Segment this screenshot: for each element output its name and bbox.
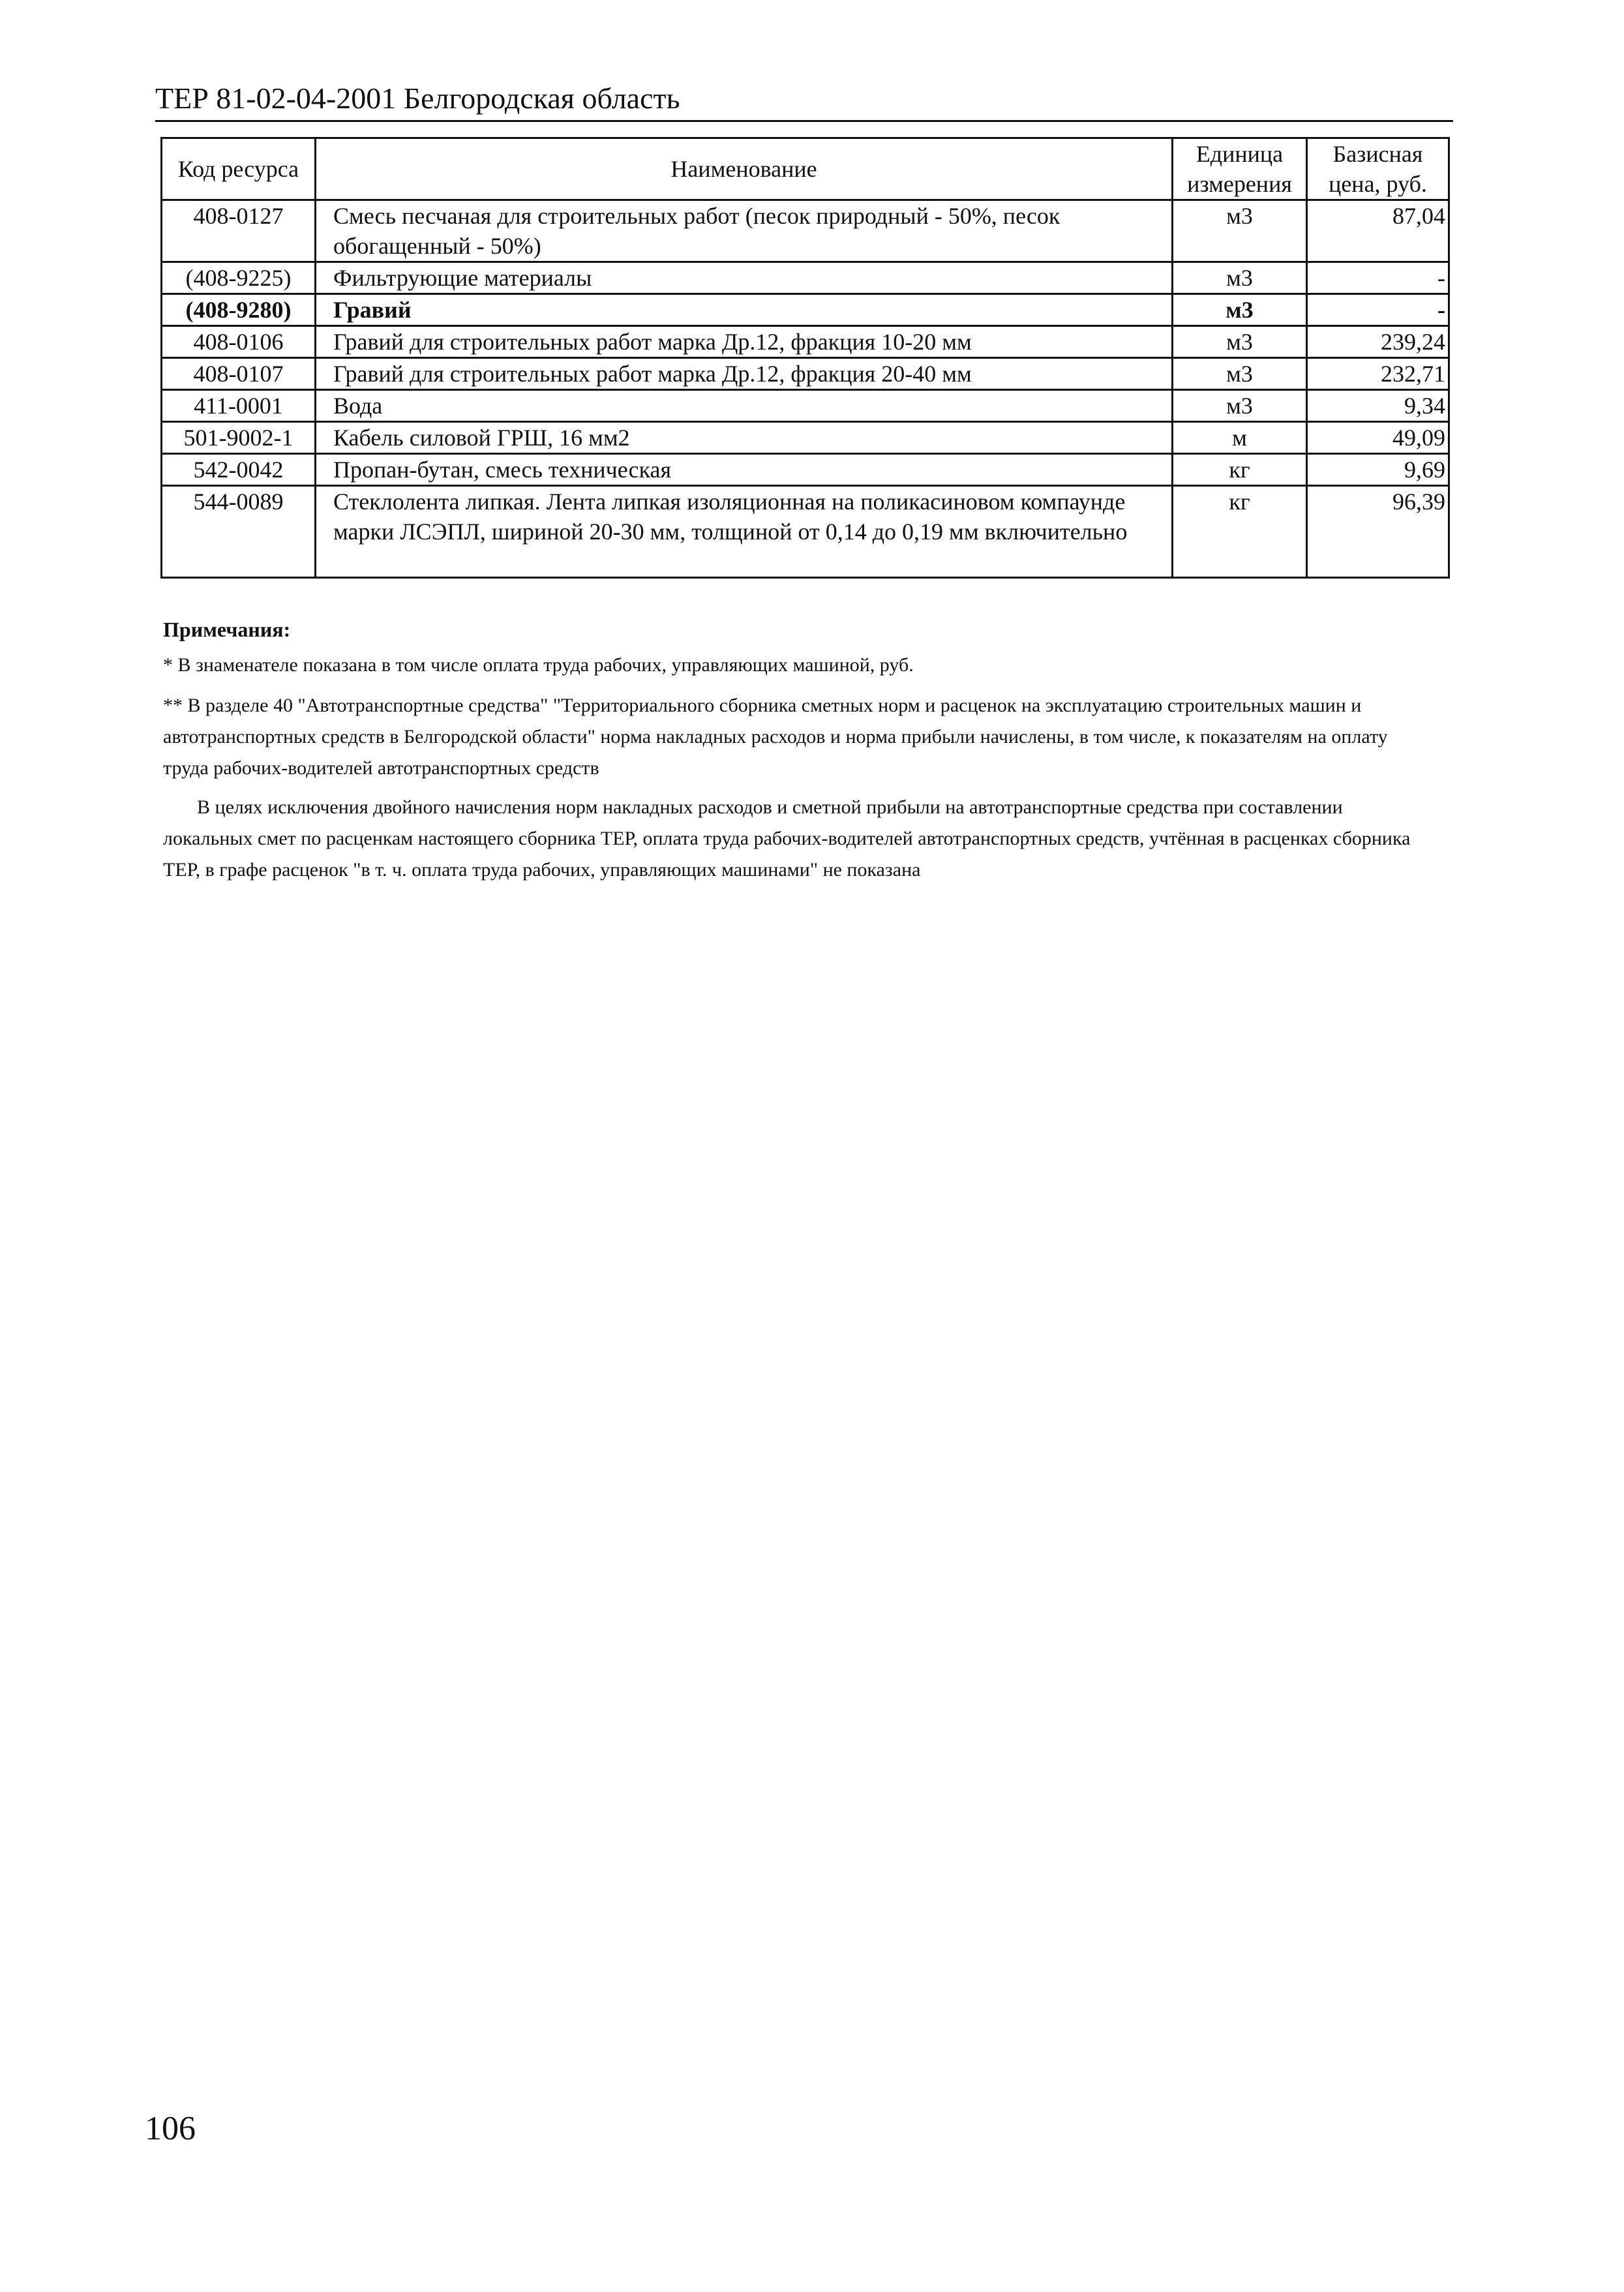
resource-code: 411-0001 bbox=[162, 390, 316, 422]
resource-name: Стеклолента липкая. Лента липкая изоляционная на поликасиновом компаунде марки ЛСЭПЛ, шириной 20-30 мм, толщиной от 0,14 до 0,19 мм включительно bbox=[316, 486, 1173, 578]
resource-unit: м3 bbox=[1173, 294, 1307, 326]
table-row bbox=[162, 454, 1449, 486]
resource-price: 239,24 bbox=[1307, 326, 1449, 358]
resource-unit: м3 bbox=[1173, 200, 1307, 262]
resource-unit: м bbox=[1173, 422, 1307, 454]
resource-unit: м3 bbox=[1173, 262, 1307, 294]
resource-code: (408-9225) bbox=[162, 262, 316, 294]
resource-name: Гравий для строительных работ марка Др.12, фракция 10-20 мм bbox=[316, 326, 1173, 358]
resource-name: Смесь песчаная для строительных работ (песок природный - 50%, песок обогащенный - 50%) bbox=[316, 200, 1173, 262]
resource-price: 232,71 bbox=[1307, 358, 1449, 390]
resource-price: 96,39 bbox=[1307, 486, 1449, 578]
resource-price: 49,09 bbox=[1307, 422, 1449, 454]
column-header-price bbox=[1307, 138, 1449, 200]
resource-name: Гравий для строительных работ марка Др.12, фракция 20-40 мм bbox=[316, 358, 1173, 390]
resource-unit: м3 bbox=[1173, 390, 1307, 422]
resource-price: - bbox=[1307, 262, 1449, 294]
resource-name: Пропан-бутан, смесь техническая bbox=[316, 454, 1173, 486]
resource-unit: кг bbox=[1173, 454, 1307, 486]
resource-price: 9,69 bbox=[1307, 454, 1449, 486]
resource-code: (408-9280) bbox=[162, 294, 316, 326]
resource-name: Гравий bbox=[316, 294, 1173, 326]
notes-title: Примечания: bbox=[163, 618, 291, 641]
table-row bbox=[162, 486, 1449, 578]
resource-price: - bbox=[1307, 294, 1449, 326]
resource-price: 87,04 bbox=[1307, 200, 1449, 262]
resource-code: 542-0042 bbox=[162, 454, 316, 486]
note-3: В целях исключения двойного начисления норм накладных расходов и сметной прибыли на автотранспортные средства при составлении локальных смет по расценкам настоящего сборника ТЕР, оплата труда рабочих-водителей автотранспортных средств, учтённая в расценках сборника ТЕР, в графе расценок "в т. ч. оплата труда рабочих, управляющих машинами" не показана bbox=[163, 796, 1411, 881]
resource-code: 408-0127 bbox=[162, 200, 316, 262]
resource-code: 544-0089 bbox=[162, 486, 316, 578]
document-title: ТЕР 81-02-04-2001 Белгородская область bbox=[155, 82, 680, 115]
resource-code: 501-9002-1 bbox=[162, 422, 316, 454]
note-2: ** В разделе 40 "Автотранспортные средства" "Территориального сборника сметных норм и расценок на эксплуатацию строительных машин и автотранспортных средств в Белгородской области" норма накладных расходов и норма прибыли начислены, в том числе, к показателям на оплату труда рабочих-водителей автотранспортных средств bbox=[163, 695, 1388, 779]
column-header-price-line1: Базисная bbox=[1332, 141, 1423, 167]
column-header-unit-line2: измерения bbox=[1187, 171, 1292, 197]
resource-name: Фильтрующие материалы bbox=[316, 262, 1173, 294]
table-row bbox=[162, 200, 1449, 262]
resource-name: Вода bbox=[316, 390, 1173, 422]
table-row bbox=[162, 262, 1449, 294]
resource-table bbox=[160, 137, 1450, 579]
resource-code: 408-0106 bbox=[162, 326, 316, 358]
table-row bbox=[162, 390, 1449, 422]
resource-name: Кабель силовой ГРШ, 16 мм2 bbox=[316, 422, 1173, 454]
column-header-name: Наименование bbox=[316, 138, 1173, 200]
note-1: * В знаменателе показана в том числе оплата труда рабочих, управляющих машиной, руб. bbox=[163, 654, 914, 676]
column-header-price-line2: цена, руб. bbox=[1329, 171, 1427, 197]
table-header-row bbox=[162, 138, 1449, 200]
table-row bbox=[162, 326, 1449, 358]
column-header-code: Код ресурса bbox=[162, 138, 316, 200]
page-number: 106 bbox=[145, 2110, 196, 2147]
table-row bbox=[162, 422, 1449, 454]
resource-price: 9,34 bbox=[1307, 390, 1449, 422]
resource-code: 408-0107 bbox=[162, 358, 316, 390]
table-row-group bbox=[162, 294, 1449, 326]
resource-unit: м3 bbox=[1173, 358, 1307, 390]
table-row bbox=[162, 358, 1449, 390]
resource-unit: м3 bbox=[1173, 326, 1307, 358]
column-header-unit-line1: Единица bbox=[1195, 141, 1284, 167]
resource-unit: кг bbox=[1173, 486, 1307, 578]
page-header bbox=[155, 77, 1453, 122]
column-header-unit bbox=[1173, 138, 1307, 200]
